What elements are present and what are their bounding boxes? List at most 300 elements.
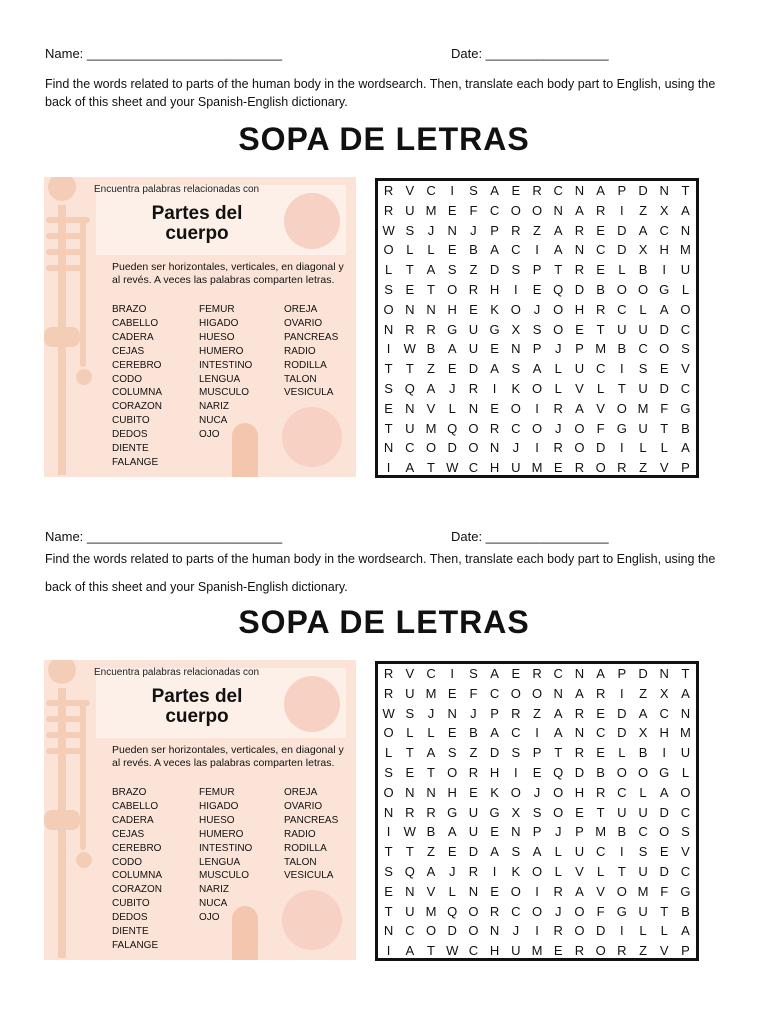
grid-row — [378, 260, 696, 280]
grid-letter: S — [469, 183, 478, 198]
word-column-2 — [199, 303, 252, 442]
grid-letter: B — [426, 824, 436, 840]
word-item: TALON — [284, 856, 317, 868]
grid-row — [378, 221, 696, 241]
grid-letter: O — [383, 301, 394, 317]
grid-letter: U — [405, 903, 415, 919]
word-item: HIGADO — [199, 317, 239, 329]
grid-letter: O — [574, 440, 585, 456]
grid-letter: J — [427, 222, 435, 238]
grid-letter: A — [681, 685, 690, 701]
word-item: DIENTE — [112, 443, 149, 455]
grid-letter: C — [595, 844, 606, 860]
grid-letter: S — [384, 281, 393, 297]
grid-letter: O — [616, 400, 627, 416]
panel-heading — [122, 204, 272, 244]
grid-letter: O — [383, 725, 394, 741]
grid-letter: E — [596, 222, 605, 238]
grid-letter: X — [638, 242, 648, 258]
grid-letter: A — [532, 844, 542, 860]
grid-letter: A — [553, 705, 563, 721]
grid-letter: A — [405, 943, 415, 959]
grid-letter: C — [617, 784, 627, 800]
brain-icon — [284, 193, 340, 249]
word-item: BRAZO — [112, 787, 147, 798]
grid-letter: M — [425, 420, 437, 436]
grid-letter: T — [617, 863, 626, 879]
grid-letter: W — [382, 222, 395, 238]
page-title: SOPA DE LETRAS — [238, 604, 530, 640]
grid-letter: D — [617, 242, 627, 258]
grid-letter: H — [659, 242, 669, 258]
grid-letter: B — [596, 764, 605, 780]
grid-letter: C — [595, 242, 606, 258]
grid-letter: I — [535, 883, 539, 899]
grid-letter: F — [596, 903, 605, 919]
grid-letter: K — [511, 380, 521, 396]
grid-letter: N — [553, 685, 563, 701]
grid-letter: N — [447, 222, 457, 238]
grid-letter: J — [554, 420, 562, 436]
grid-letter: N — [489, 923, 500, 939]
heart-icon — [282, 407, 342, 467]
grid-letter: P — [532, 262, 542, 278]
grid-letter: L — [554, 844, 562, 860]
grid-letter: L — [681, 281, 690, 297]
grid-row — [378, 743, 696, 763]
grid-letter: E — [405, 281, 415, 297]
grid-letter: X — [659, 202, 669, 218]
grid-letter: N — [405, 883, 415, 899]
grid-letter: C — [659, 222, 669, 238]
word-list-panel — [44, 660, 356, 960]
word-item: CEJAS — [112, 345, 145, 357]
grid-letter: R — [595, 685, 606, 701]
grid-letter: L — [406, 242, 414, 258]
grid-letter: D — [574, 764, 585, 780]
grid-row — [378, 684, 696, 704]
grid-letter: P — [490, 705, 499, 721]
grid-letter: R — [468, 863, 479, 879]
grid-letter: N — [426, 784, 436, 800]
grid-letter: E — [532, 281, 542, 297]
grid-letter: O — [616, 281, 627, 297]
grid-letter: O — [425, 923, 437, 939]
grid-letter: C — [489, 685, 500, 701]
worksheet-1 — [0, 0, 768, 475]
word-item: CODO — [112, 856, 142, 868]
grid-letter: L — [554, 361, 562, 377]
grid-letter: B — [426, 341, 436, 357]
grid-letter: E — [447, 361, 457, 377]
grid-letter: B — [638, 745, 648, 761]
grid-letter: N — [659, 666, 669, 681]
grid-letter: L — [554, 380, 562, 396]
grid-letter: S — [532, 804, 542, 820]
grid-letter: A — [490, 666, 499, 681]
grid-letter: L — [597, 380, 605, 396]
grid-letter: N — [659, 183, 669, 198]
grid-letter: E — [405, 764, 415, 780]
word-item: PANCREAS — [284, 331, 339, 343]
grid-letter: L — [406, 725, 414, 741]
grid-letter: N — [405, 784, 415, 800]
word-item: CADERA — [112, 331, 154, 343]
grid-letter: N — [574, 242, 585, 258]
grid-letter: R — [595, 202, 606, 218]
grid-letter: E — [596, 262, 605, 278]
grid-letter: I — [620, 202, 624, 218]
word-item: OJO — [199, 912, 220, 924]
grid-row — [378, 763, 696, 783]
grid-letter: I — [535, 923, 539, 939]
word-item: NUCA — [199, 898, 228, 910]
word-item: BRAZO — [112, 304, 147, 315]
grid-letter: U — [574, 844, 585, 860]
grid-letter: E — [511, 666, 521, 681]
word-column-2 — [199, 786, 252, 925]
heading-line-2: cuerpo — [165, 223, 229, 244]
grid-letter: A — [490, 725, 499, 741]
grid-letter: L — [384, 745, 393, 761]
grid-letter: A — [490, 361, 499, 377]
word-item: CUBITO — [112, 898, 150, 910]
grid-letter: T — [427, 460, 435, 476]
grid-letter: N — [383, 440, 394, 456]
grid-letter: I — [620, 685, 624, 701]
grid-letter: U — [511, 460, 521, 476]
grid-letter: Z — [427, 361, 435, 377]
grid-letter: O — [447, 764, 458, 780]
grid-letter: P — [532, 341, 542, 357]
grid-letter: B — [617, 824, 627, 840]
grid-letter: U — [405, 685, 415, 701]
word-item: OVARIO — [284, 317, 323, 329]
grid-letter: O — [616, 764, 627, 780]
word-item: DEDOS — [112, 429, 148, 441]
grid-letter: J — [448, 863, 456, 879]
grid-letter: R — [553, 400, 563, 416]
grid-letter: N — [489, 440, 500, 456]
grid-letter: G — [489, 804, 500, 820]
grid-letter: S — [511, 844, 521, 860]
grid-letter: J — [470, 222, 477, 238]
grid-letter: W — [403, 341, 416, 357]
grid-letter: C — [680, 863, 691, 879]
word-item: PANCREAS — [284, 814, 339, 826]
word-item: HUMERO — [199, 828, 244, 840]
grid-letter: O — [659, 824, 670, 840]
grid-letter: C — [511, 903, 521, 919]
grid-letter: T — [427, 764, 435, 780]
grid-letter: D — [595, 440, 606, 456]
grid-letter: V — [426, 400, 436, 416]
grid-letter: P — [681, 460, 690, 476]
grid-letter: O — [616, 883, 627, 899]
grid-letter: A — [490, 183, 499, 198]
grid-letter: U — [680, 262, 691, 278]
grid-letter: G — [616, 420, 627, 436]
word-item: NUCA — [199, 415, 228, 427]
grid-letter: O — [553, 321, 564, 337]
instructions: Find the words related to parts of the human body in the wordsearch. Then, translate each body part to English, using the back of this sheet and your Spanish-English dictionary. — [45, 77, 716, 109]
grid-letter: S — [447, 262, 457, 278]
grid-letter: G — [659, 281, 670, 297]
grid-letter: E — [575, 804, 584, 820]
word-item: DIENTE — [112, 926, 149, 938]
grid-letter: J — [554, 824, 562, 840]
grid-row — [378, 280, 696, 300]
grid-letter: C — [468, 460, 479, 476]
grid-letter: F — [660, 400, 669, 416]
grid-letter: O — [531, 863, 543, 879]
heart-icon — [282, 890, 342, 950]
grid-letter: D — [638, 666, 648, 681]
word-item: LENGUA — [199, 373, 241, 385]
grid-letter: L — [681, 764, 690, 780]
grid-letter: R — [574, 943, 585, 959]
grid-letter: O — [531, 685, 543, 701]
grid-letter: N — [383, 923, 394, 939]
grid-letter: R — [553, 440, 563, 456]
grid-letter: R — [617, 943, 627, 959]
word-item: NARIZ — [199, 401, 229, 413]
grid-letter: Z — [639, 460, 648, 476]
panel-description: Pueden ser horizontales, verticales, en diagonal y al revés. A veces las palabras comparten letras. — [112, 261, 344, 286]
panel-description: Pueden ser horizontales, verticales, en diagonal y al revés. A veces las palabras comparten letras. — [112, 744, 344, 769]
grid-letter: J — [512, 923, 520, 939]
encuentra-text: Encuentra palabras relacionadas con — [94, 667, 260, 678]
grid-letter: E — [447, 725, 457, 741]
grid-letter: C — [638, 824, 648, 840]
grid-letter: N — [405, 400, 415, 416]
grid-letter: F — [469, 202, 478, 218]
grid-letter: R — [426, 321, 436, 337]
grid-letter: L — [597, 863, 605, 879]
grid-letter: Z — [469, 745, 478, 761]
grid-letter: T — [617, 380, 626, 396]
grid-letter: G — [616, 903, 627, 919]
grid-letter: O — [637, 281, 649, 297]
grid-letter: N — [511, 824, 521, 840]
grid-letter: Q — [553, 764, 564, 780]
grid-letter: T — [384, 844, 393, 860]
word-item: VESICULA — [284, 870, 334, 882]
grid-letter: R — [574, 460, 585, 476]
grid-letter: L — [660, 440, 668, 456]
grid-letter: N — [574, 666, 585, 681]
grid-letter: S — [532, 321, 542, 337]
grid-letter: J — [554, 341, 562, 357]
page-title: SOPA DE LETRAS — [238, 121, 530, 157]
grid-letter: O — [637, 764, 649, 780]
grid-letter: I — [492, 863, 497, 879]
grid-letter: M — [637, 400, 649, 416]
grid-letter: F — [660, 883, 669, 899]
grid-letter: P — [617, 183, 627, 198]
word-item: RODILLA — [284, 359, 327, 371]
grid-row — [378, 704, 696, 724]
word-item: CODO — [112, 373, 142, 385]
date-field: Date: _________________ — [451, 529, 609, 544]
grid-letter: A — [596, 666, 605, 681]
grid-letter: T — [384, 420, 393, 436]
grid-letter: D — [659, 804, 669, 820]
grid-letter: O — [595, 460, 606, 476]
grid-letter: F — [469, 685, 478, 701]
grid-letter: U — [574, 361, 585, 377]
grid-letter: E — [384, 400, 393, 416]
grid-letter: I — [535, 400, 539, 416]
grid-letter: U — [617, 321, 627, 337]
grid-letter: U — [638, 380, 648, 396]
grid-letter: U — [405, 202, 415, 218]
grid-letter: O — [531, 903, 543, 919]
grid-letter: S — [681, 824, 690, 840]
grid-letter: S — [638, 361, 648, 377]
grid-letter: O — [553, 301, 564, 317]
grid-letter: I — [620, 923, 624, 939]
grid-row — [378, 842, 696, 862]
word-item: COLUMNA — [112, 387, 163, 399]
grid-letter: V — [681, 844, 690, 860]
grid-letter: M — [425, 685, 437, 701]
grid-letter: V — [575, 863, 584, 879]
grid-row — [378, 438, 696, 458]
grid-row — [378, 181, 696, 201]
grid-letter: Z — [427, 844, 435, 860]
grid-letter: T — [405, 361, 414, 377]
grid-letter: S — [447, 745, 457, 761]
grid-letter: Z — [469, 262, 478, 278]
encuentra-text: Encuentra palabras relacionadas con — [94, 184, 260, 195]
grid-letter: A — [553, 242, 563, 258]
grid-letter: O — [468, 923, 479, 939]
grid-letter: L — [639, 784, 647, 800]
grid-letter: I — [662, 262, 667, 278]
grid-row — [378, 300, 696, 320]
grid-letter: C — [553, 666, 563, 681]
grid-letter: T — [596, 804, 605, 820]
grid-letter: P — [617, 666, 627, 681]
grid-letter: K — [490, 784, 499, 800]
word-column-3 — [284, 303, 338, 400]
grid-letter: H — [574, 301, 585, 317]
grid-letter: T — [427, 281, 435, 297]
grid-letter: E — [659, 844, 669, 860]
grid-letter: U — [638, 903, 648, 919]
grid-letter: M — [595, 824, 607, 840]
grid-letter: B — [681, 420, 690, 436]
grid-letter: E — [490, 824, 499, 840]
grid-letter: R — [383, 685, 394, 701]
grid-letter: Z — [639, 202, 648, 218]
grid-letter: L — [618, 262, 626, 278]
grid-letter: T — [660, 420, 669, 436]
grid-letter: L — [639, 923, 647, 939]
grid-letter: I — [386, 824, 391, 840]
grid-letter: D — [617, 222, 627, 238]
grid-letter: P — [681, 943, 690, 959]
grid-letter: L — [427, 725, 435, 741]
grid-letter: P — [490, 222, 499, 238]
grid-letter: I — [620, 361, 624, 377]
word-item: CUBITO — [112, 415, 150, 427]
grid-letter: L — [427, 242, 435, 258]
grid-letter: C — [489, 202, 500, 218]
grid-letter: A — [659, 301, 669, 317]
grid-letter: G — [447, 804, 458, 820]
word-item: COLUMNA — [112, 870, 163, 882]
grid-letter: R — [405, 804, 415, 820]
grid-letter: Q — [447, 420, 458, 436]
grid-letter: U — [468, 321, 479, 337]
grid-letter: A — [575, 685, 584, 701]
grid-letter: A — [426, 745, 436, 761]
grid-letter: I — [535, 440, 539, 456]
grid-letter: W — [403, 824, 416, 840]
grid-letter: D — [447, 440, 457, 456]
word-item: RODILLA — [284, 842, 327, 854]
worksheet-2 — [0, 483, 768, 958]
grid-letter: R — [468, 281, 479, 297]
grid-letter: U — [638, 863, 648, 879]
grid-letter: M — [425, 202, 437, 218]
grid-letter: V — [426, 883, 436, 899]
grid-row — [378, 201, 696, 221]
grid-letter: N — [383, 321, 394, 337]
word-item: OJO — [199, 429, 220, 441]
grid-row — [378, 723, 696, 743]
grid-letter: C — [680, 321, 691, 337]
grid-letter: B — [617, 341, 627, 357]
skeleton-illustration — [44, 177, 102, 477]
grid-letter: T — [554, 745, 563, 761]
grid-letter: O — [595, 943, 606, 959]
grid-letter: N — [680, 705, 691, 721]
grid-letter: O — [383, 784, 394, 800]
grid-row — [378, 822, 696, 842]
grid-row — [378, 902, 696, 922]
grid-letter: V — [659, 943, 669, 959]
grid-letter: N — [447, 705, 457, 721]
grid-letter: G — [659, 764, 670, 780]
grid-letter: O — [531, 380, 543, 396]
grid-letter: Q — [404, 380, 415, 396]
grid-letter: D — [447, 923, 457, 939]
grid-letter: H — [489, 764, 500, 780]
grid-letter: R — [574, 745, 585, 761]
grid-letter: T — [660, 903, 669, 919]
grid-letter: S — [384, 863, 393, 879]
word-item: DEDOS — [112, 912, 148, 924]
grid-row — [378, 379, 696, 399]
grid-letter: E — [447, 685, 457, 701]
word-item: MUSCULO — [199, 870, 250, 882]
grid-letter: Q — [447, 903, 458, 919]
grid-letter: E — [384, 883, 393, 899]
grid-letter: O — [553, 804, 564, 820]
grid-letter: R — [426, 804, 436, 820]
grid-letter: S — [511, 361, 521, 377]
grid-letter: C — [511, 725, 521, 741]
word-item: INTESTINO — [199, 842, 253, 854]
grid-letter: W — [382, 705, 395, 721]
grid-letter: T — [384, 361, 393, 377]
word-column-1 — [112, 786, 162, 953]
grid-letter: L — [554, 863, 562, 879]
grid-letter: J — [512, 440, 520, 456]
